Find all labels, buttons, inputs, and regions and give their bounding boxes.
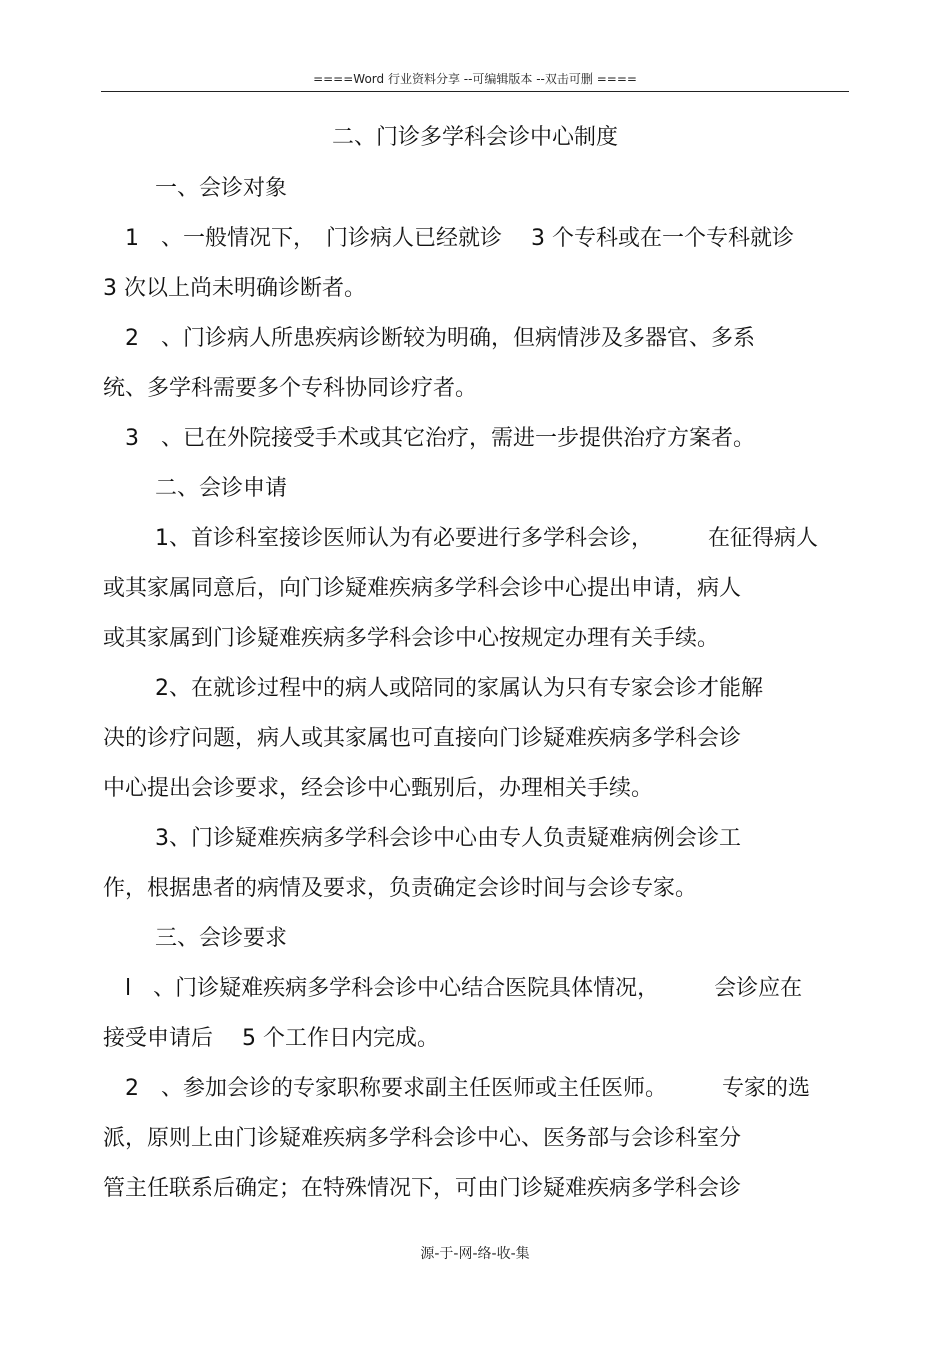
paragraph-line: 1、首诊科室接诊医师认为有必要进行多学科会诊， 在征得病人	[155, 526, 818, 551]
paragraph-line: 管主任联系后确定；在特殊情况下，可由门诊疑难疾病多学科会诊	[103, 1176, 742, 1201]
paragraph-line: 3、门诊疑难疾病多学科会诊中心由专人负责疑难病例会诊工	[155, 826, 741, 851]
paragraph-line: 决的诊疗问题，病人或其家属也可直接向门诊疑难疾病多学科会诊	[103, 726, 742, 751]
paragraph-line: 2、在就诊过程中的病人或陪同的家属认为只有专家会诊才能解	[155, 676, 763, 701]
paragraph-line: 3 、已在外院接受手术或其它治疗，需进一步提供治疗方案者。	[125, 426, 755, 451]
paragraph-line: 统、多学科需要多个专科协同诊疗者。	[103, 376, 478, 401]
section-heading: 三、会诊要求	[155, 926, 288, 951]
paragraph-line: 2 、门诊病人所患疾病诊断较为明确，但病情涉及多器官、多系	[125, 326, 755, 351]
paragraph-line: 2 、参加会诊的专家职称要求副主任医师或主任医师。 专家的选	[125, 1076, 810, 1101]
paragraph-line: 派，原则上由门诊疑难疾病多学科会诊中心、医务部与会诊科室分	[103, 1126, 742, 1151]
section-heading: 二、会诊申请	[155, 476, 288, 501]
paragraph-line: 中心提出会诊要求，经会诊中心甄别后，办理相关手续。	[103, 776, 654, 801]
paragraph-line: 或其家属到门诊疑难疾病多学科会诊中心按规定办理有关手续。	[103, 626, 720, 651]
paragraph-line: 作，根据患者的病情及要求，负责确定会诊时间与会诊专家。	[103, 876, 698, 901]
paragraph-line: 3 次以上尚未明确诊断者。	[103, 276, 366, 301]
paragraph-line: 接受申请后 5 个工作日内完成。	[103, 1026, 439, 1051]
paragraph-line: 1 、一般情况下， 门诊病人已经就诊 3 个专科或在一个专科就诊	[125, 226, 794, 251]
header-divider	[101, 91, 849, 92]
document-title: 二、门诊多学科会诊中心制度	[331, 125, 618, 150]
section-heading: 一、会诊对象	[155, 176, 288, 201]
paragraph-line: l 、门诊疑难疾病多学科会诊中心结合医院具体情况， 会诊应在	[125, 976, 803, 1001]
page-footer: 源-于-网-络-收-集	[420, 1246, 530, 1262]
paragraph-line: 或其家属同意后，向门诊疑难疾病多学科会诊中心提出申请，病人	[103, 576, 742, 601]
page-header: ====Word 行业资料分享 --可编辑版本 --双击可删 ====	[313, 72, 637, 86]
